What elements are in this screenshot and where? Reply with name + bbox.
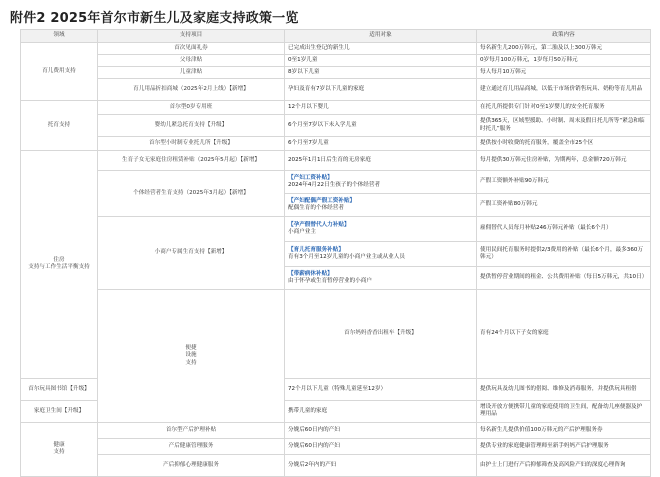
row-target: 分娩后60日内的产妇 — [285, 422, 477, 438]
row-item: 首尔型产后护理补贴 — [98, 422, 285, 438]
row-item: 首尔妈妈香香出租车【升级】 — [285, 290, 477, 379]
group-childcare-cost: 育儿费用支持 — [21, 43, 98, 101]
row-content: 0岁每月100万韩元，1岁每月50万韩元 — [477, 55, 651, 67]
row-content: 产假工资补贴80万韩元 — [477, 194, 651, 217]
group-convenience: 便捷 设施 支持 — [98, 290, 285, 423]
header-target: 适用对象 — [285, 30, 477, 43]
header-content: 政策内容 — [477, 30, 651, 43]
target-highlight: 【带薪病休补贴】 — [288, 270, 333, 277]
target-text: 配偶生育的个体经营者 — [288, 205, 344, 211]
target-text: 小商户业主 — [288, 229, 316, 235]
table-row — [21, 151, 651, 171]
table-row — [21, 137, 651, 151]
target-highlight: 【育儿托育服务补贴】 — [288, 246, 344, 253]
row-item: 婴幼儿紧急托育支持【升级】 — [98, 115, 285, 137]
row-target: 分娩后60日内的产妇 — [285, 438, 477, 454]
table-row — [21, 67, 651, 79]
row-item: 生育子女无家庭住房租赁补贴（2025年5月起）【新增】 — [98, 151, 285, 171]
row-content: 使用民间托育服务时提供2/3费用的补贴（最长6个月，最多360万韩元） — [477, 242, 651, 267]
table-row — [21, 454, 651, 476]
row-item: 产后健康管理服务 — [98, 438, 285, 454]
row-item: 父母津贴 — [98, 55, 285, 67]
row-item: 首尔型0岁专用班 — [98, 101, 285, 115]
row-content: 雇佣替代人员每月补贴246万韩元补贴（最长6个月） — [477, 217, 651, 242]
target-highlight: 【产妇配偶产假工资补贴】 — [288, 197, 356, 204]
row-content: 增设开放方便携带儿童的家庭使用的卫生间，配备幼儿座便器及护理用品 — [477, 400, 651, 422]
group-housing: 住房 支持与工作生活平衡支持 — [21, 151, 98, 379]
row-target: 携带儿童的家庭 — [285, 400, 477, 422]
row-content: 产假工资额外补贴90万韩元 — [477, 171, 651, 194]
row-target: 12个月以下婴儿 — [285, 101, 477, 115]
row-content: 提供365天，区域型援助、小时制、周末及假日托儿所等“紧急和临时托儿”服务 — [477, 115, 651, 137]
table-row — [21, 79, 651, 101]
row-target: 孕妇及育有7岁以下儿童的家庭 — [285, 79, 477, 101]
table-row — [21, 438, 651, 454]
row-content: 提供暂停营业期间的租金、公共费用补贴（每日5万韩元，共10日） — [477, 267, 651, 290]
row-item: 首次见面礼券 — [98, 43, 285, 55]
row-target: 已完成出生登记的新生儿 — [285, 43, 477, 55]
row-target — [285, 194, 477, 217]
row-content: 由护士上门进行产后抑郁筛查及高风险产妇的深度心理咨询 — [477, 454, 651, 476]
row-content: 建立通过育儿用品商城，以低于市场价销售玩具、奶粉等育儿用品 — [477, 79, 651, 101]
row-content: 提供专业的家庭健康管理师至新手妈妈产后护理服务 — [477, 438, 651, 454]
row-target: 育有24个月以下子女的家庭 — [477, 290, 651, 379]
table-row — [21, 422, 651, 438]
table-row — [21, 290, 651, 379]
group-health: 健康 支持 — [21, 422, 98, 476]
row-target: 2025年1月1日后生育的无房家庭 — [285, 151, 477, 171]
policy-table — [20, 29, 651, 477]
row-target: 分娩后2年内的产妇 — [285, 454, 477, 476]
table-row — [21, 43, 651, 55]
row-target: 8岁以下儿童 — [285, 67, 477, 79]
table-header-row — [21, 30, 651, 43]
row-target — [285, 242, 477, 267]
row-content: 在托儿所提供专门针对0至1岁婴儿的安全托育服务 — [477, 101, 651, 115]
target-text: 育有3个月至12岁儿童的小商户业主或从业人员 — [288, 254, 405, 260]
row-content: 每月提供30万韩元住房补贴，为期两年，总金额720万韩元 — [477, 151, 651, 171]
row-item: 儿童津贴 — [98, 67, 285, 79]
row-content: 每人每月10万韩元 — [477, 67, 651, 79]
row-target: 72个月以下儿童（特殊儿童延至12岁） — [285, 378, 477, 400]
row-item: 产后抑郁心理健康服务 — [98, 454, 285, 476]
row-target — [285, 217, 477, 242]
row-target: 0至1岁儿童 — [285, 55, 477, 67]
row-item: 小商户专属生育支持【新增】 — [98, 217, 285, 290]
row-content: 每名新生儿200万韩元，第二胎及以上300万韩元 — [477, 43, 651, 55]
row-item: 家庭卫生间【升级】 — [21, 400, 98, 422]
row-target: 6个月至7岁儿童 — [285, 137, 477, 151]
table-row — [21, 115, 651, 137]
table-row — [21, 217, 651, 242]
table-row — [21, 171, 651, 194]
target-highlight: 【产妇工资补贴】 — [288, 174, 333, 181]
row-item: 首尔玩具图书馆【升级】 — [21, 378, 98, 400]
row-item: 个体经营者生育支持（2025年3月起）【新增】 — [98, 171, 285, 217]
group-childcare-service: 托育支持 — [21, 101, 98, 151]
row-target — [285, 171, 477, 194]
row-content: 提供按小时收费的托育服务，覆盖全市25个区 — [477, 137, 651, 151]
row-content: 每名新生儿提供价值100万韩元的产后护理服务券 — [477, 422, 651, 438]
header-item: 支持项目 — [98, 30, 285, 43]
target-text: 由于怀孕或生育暂停营业的小商户 — [288, 278, 372, 284]
target-highlight: 【孕产假替代人力补贴】 — [288, 221, 350, 228]
row-content: 提供玩具及幼儿图书的借阅、维修及消毒服务，并提供玩具租借 — [477, 378, 651, 400]
row-target — [285, 267, 477, 290]
table-row — [21, 101, 651, 115]
page-title: 附件2 2025年首尔市新生儿及家庭支持政策一览 — [10, 11, 299, 26]
header-field: 领域 — [21, 30, 98, 43]
table-row — [21, 55, 651, 67]
row-target: 6个月至7岁以下未入学儿童 — [285, 115, 477, 137]
row-item: 首尔型小时制专业托儿所【升级】 — [98, 137, 285, 151]
target-text: 2024年4月22日生孩子的个体经营者 — [288, 182, 381, 188]
row-item: 育儿用品折扣商城（2025年2月上线）【新增】 — [98, 79, 285, 101]
